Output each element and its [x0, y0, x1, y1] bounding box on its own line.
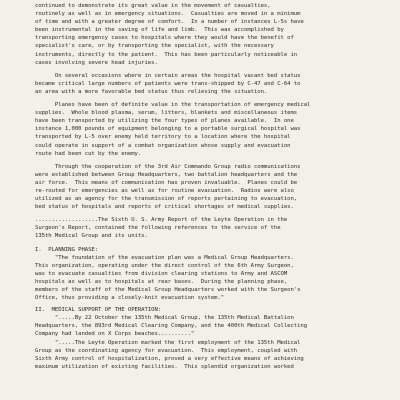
text-line: bed status of hospitals and reports of critical shortages of medical supplies.	[35, 204, 294, 211]
text-line: air force. This means of communication has proven invaluable. Planes could be	[35, 179, 298, 186]
text-line: specialist's care, or by transporting the specialist, with the necessary	[35, 43, 274, 50]
text-line: Planes have been of definite value in the transportation of emergency medical	[35, 102, 311, 109]
section-heading: I. PLANNING PHASE:	[35, 246, 99, 253]
text-line: Company had landed on X Corps beaches.........."	[35, 331, 195, 338]
text-line: 135th Medical Group and its units.	[35, 233, 148, 240]
section	[35, 246, 388, 303]
text-line: been instrumental in the saving of life and limb. This was accomplished by	[35, 27, 284, 34]
text-line: transported by L-5 over enemy held territory to a location where the hospital	[35, 134, 291, 141]
text-line: supplies. Whole blood plasma, serum, litters, blankets and miscellaneous items	[35, 110, 298, 117]
text-line: of time and with a greater degree of comfort. In a number of instances L-5s have	[35, 19, 304, 26]
text-line: On several occasions where in certain areas the hospital vacant bed status	[35, 72, 301, 79]
text-line: routinely as well as in emergency situations. Casualties are moved in a minimum	[35, 11, 301, 18]
text-line: utilized as an agency for the transmission of reports pertaining to evacuation,	[35, 196, 298, 203]
text-line: "The foundation of the evacuation plan was a Medical Group Headquarters.	[35, 254, 294, 261]
text-line: ".....By 22 October the 135th Medical Group, the 135th Medical Battalion	[35, 315, 294, 322]
text-line: could operate in support of a combat organization whose supply and evacuation	[35, 142, 291, 149]
text-line: cases involving severe head injuries.	[35, 59, 158, 66]
text-line: ...................The Sixth U. S. Army Report of the Leyte Operation in the	[35, 217, 288, 224]
text-line: was to evacuate casualties from division clearing stations to Army and ASCOM	[35, 270, 288, 277]
text-line: an area with a more favorable bed status thus relieving the situation.	[35, 88, 268, 95]
paragraph	[35, 101, 388, 158]
section-heading: II. MEDICAL SUPPORT OF THE OPERATION:	[35, 307, 162, 314]
body-text	[35, 2, 388, 241]
text-line: Surgeon's Report, contained the following references to the service of the	[35, 225, 281, 232]
text-line: instance 1,000 pounds of equipment belonging to a portable surgical hospital was	[35, 126, 301, 133]
text-line: became critical large numbers of patients were trans-shipped by C-47 and C-64 to	[35, 80, 301, 87]
text-line: Sixth Army control of hospitalization, proved a very effective means of achieving	[35, 355, 304, 362]
text-line: have been transported by utilizing the four types of planes available. In one	[35, 118, 294, 125]
text-line: transporting emergency cases to hospitals where they would have the benefit of	[35, 35, 294, 42]
sections	[35, 246, 388, 371]
section	[35, 306, 388, 371]
text-line: ".....The Leyte Operation marked the first employment of the 135th Medical	[35, 339, 301, 346]
text-line: Group as the coordinating agency for evacuation. This employment, coupled with	[35, 347, 298, 354]
text-line: Headquarters, the 893rd Medical Clearing Company, and the 400th Medical Collecting	[35, 323, 308, 330]
paragraph	[35, 2, 388, 67]
paragraph	[35, 72, 388, 96]
text-line: members of the staff of the Medical Group Headquarters worked with the Surgeon's	[35, 287, 301, 293]
text-line: Through the cooperation of the 3rd Air Commando Group radio communications	[35, 163, 301, 170]
text-line: hospitals as well as to hospitals at rear bases. During the planning phase,	[35, 278, 288, 285]
text-line: re-routed for emergencies as well as for routine evacuation. Radios were also	[35, 187, 294, 194]
text-line: instruments, directly to the patient. This has been particularly noticeable in	[35, 51, 298, 58]
text-line: continued to demonstrate its great value in the movement of casualties,	[35, 3, 271, 9]
text-line: route had been cut by the enemy.	[35, 150, 142, 157]
paragraph	[35, 216, 388, 240]
text-line: This organization, operating under the direct control of the 6th Army Surgeon,	[35, 262, 294, 269]
text-line: maximum utilization of existing facilities. This splendid organization worked	[35, 363, 294, 370]
text-line: Office, thus providing a closely-knit evacuation system."	[35, 295, 225, 302]
text-line: were established between Group Headquarters, two battalion headquarters and the	[35, 171, 298, 178]
paragraph	[35, 163, 388, 212]
